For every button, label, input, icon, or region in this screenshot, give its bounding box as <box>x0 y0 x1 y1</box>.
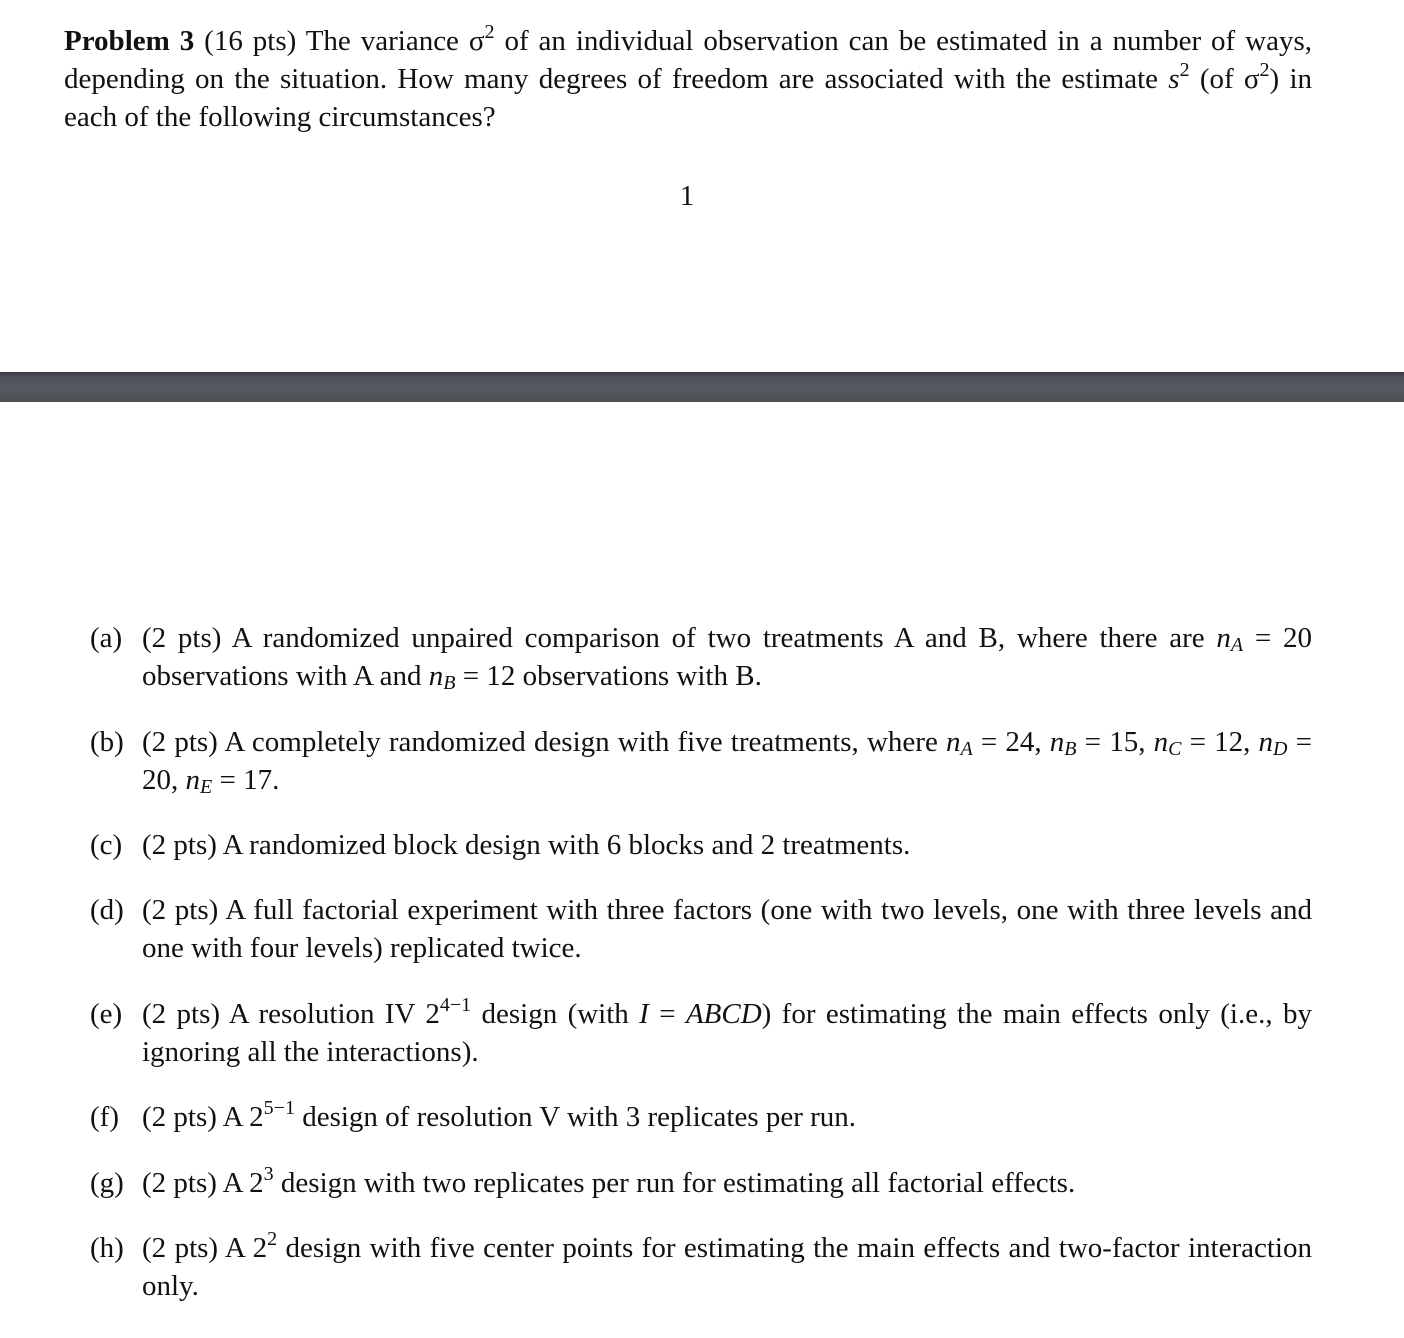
page-number: 1 <box>679 180 695 212</box>
subscript: B <box>443 672 456 694</box>
superscript: 2 <box>1179 59 1190 81</box>
part-text: A full factorial experiment with three factors (one with two levels, one with three levels and one with four levels) replicated twice. <box>142 894 1312 964</box>
part-d <box>90 891 1312 967</box>
subscript: D <box>1273 738 1288 760</box>
problem-text: (of σ <box>1189 63 1260 95</box>
part-points: (2 pts) <box>142 894 219 926</box>
part-points: (2 pts) <box>142 726 218 758</box>
part-text: A 2 <box>216 1167 264 1199</box>
math-variable: n <box>1216 622 1231 654</box>
part-text: = 17. <box>212 764 280 796</box>
part-label: (a) <box>90 622 123 654</box>
subscript: C <box>1168 738 1182 760</box>
part-text: ) for estimating the main effects only (i.e., by ignoring all the interactions). <box>142 998 1312 1068</box>
superscript: 3 <box>263 1163 274 1185</box>
part-text: = 24, <box>972 726 1050 758</box>
math-variable: n <box>428 660 444 692</box>
math-variable: n <box>945 726 961 758</box>
document-page-top <box>0 0 1404 372</box>
part-text: = 15, <box>1076 726 1154 758</box>
part-label: (g) <box>90 1167 124 1199</box>
part-label: (d) <box>90 894 124 926</box>
part-c <box>90 826 1312 864</box>
part-text: design of resolution V with 3 replicates per run. <box>294 1101 857 1133</box>
part-label: (b) <box>90 726 124 758</box>
subscript: A <box>1230 634 1244 656</box>
part-g <box>90 1164 1312 1202</box>
math-variable: n <box>1258 726 1274 758</box>
part-text: A 2 <box>218 1232 268 1264</box>
part-b <box>90 723 1312 799</box>
part-text: = 12 observations with B. <box>455 660 762 692</box>
document-page-bottom <box>0 402 1404 1338</box>
subscript: E <box>200 776 213 798</box>
problem-text: The variance σ <box>305 25 485 57</box>
math-variable: n <box>1153 726 1169 758</box>
part-e <box>90 995 1312 1071</box>
part-text: design with two replicates per run for estimating all factorial effects. <box>273 1167 1076 1199</box>
part-label: (h) <box>90 1232 124 1264</box>
page-separator <box>0 372 1404 402</box>
part-points: (2 pts) <box>142 622 222 654</box>
part-text: = <box>648 998 686 1030</box>
part-text: A resolution IV 2 <box>220 998 440 1030</box>
subscript: A <box>960 738 973 760</box>
part-text: A completely randomized design with five treatments, where <box>217 726 946 758</box>
math-variable: n <box>185 764 200 796</box>
part-text: design (with <box>471 998 640 1030</box>
part-points: (2 pts) <box>142 1167 217 1199</box>
problem-text: of an individual observation can be estimated in a number of ways, depending on the situation. How many degrees of freedom are associated with the estimate <box>64 25 1313 95</box>
part-f <box>90 1098 1312 1136</box>
part-label: (c) <box>90 829 123 861</box>
problem-points: (16 pts) <box>204 25 297 57</box>
superscript: 2 <box>267 1228 278 1250</box>
part-points: (2 pts) <box>142 1101 217 1133</box>
math-variable: s <box>1168 63 1180 95</box>
part-h <box>90 1229 1312 1305</box>
math-variable: I <box>639 998 649 1030</box>
part-points: (2 pts) <box>142 998 221 1030</box>
part-text: A 2 <box>216 1101 264 1133</box>
part-text: A randomized unpaired comparison of two treatments A and B, where there are <box>221 622 1217 654</box>
math-variable: n <box>1049 726 1065 758</box>
part-points: (2 pts) <box>142 1232 219 1264</box>
subscript: B <box>1064 738 1077 760</box>
part-label: (e) <box>90 998 123 1030</box>
part-text: = 20, <box>142 726 1313 796</box>
part-label: (f) <box>90 1101 119 1133</box>
problem-text: ) in each of the following circumstances? <box>64 63 1313 133</box>
part-text: = 20 observations with A and <box>142 622 1312 692</box>
superscript: 4−1 <box>439 994 472 1016</box>
part-a <box>90 619 1312 695</box>
part-points: (2 pts) <box>142 829 217 861</box>
problem-statement <box>64 22 1312 136</box>
part-text: design with five center points for estimating the main effects and two-factor interaction only. <box>142 1232 1312 1302</box>
superscript: 2 <box>1259 59 1270 81</box>
superscript: 5−1 <box>263 1097 295 1119</box>
superscript: 2 <box>484 21 495 43</box>
math-variable: ABCD <box>685 998 762 1030</box>
part-text: A randomized block design with 6 blocks and 2 treatments. <box>216 829 911 861</box>
problem-title: Problem 3 <box>64 25 195 57</box>
part-text: = 12, <box>1181 726 1259 758</box>
